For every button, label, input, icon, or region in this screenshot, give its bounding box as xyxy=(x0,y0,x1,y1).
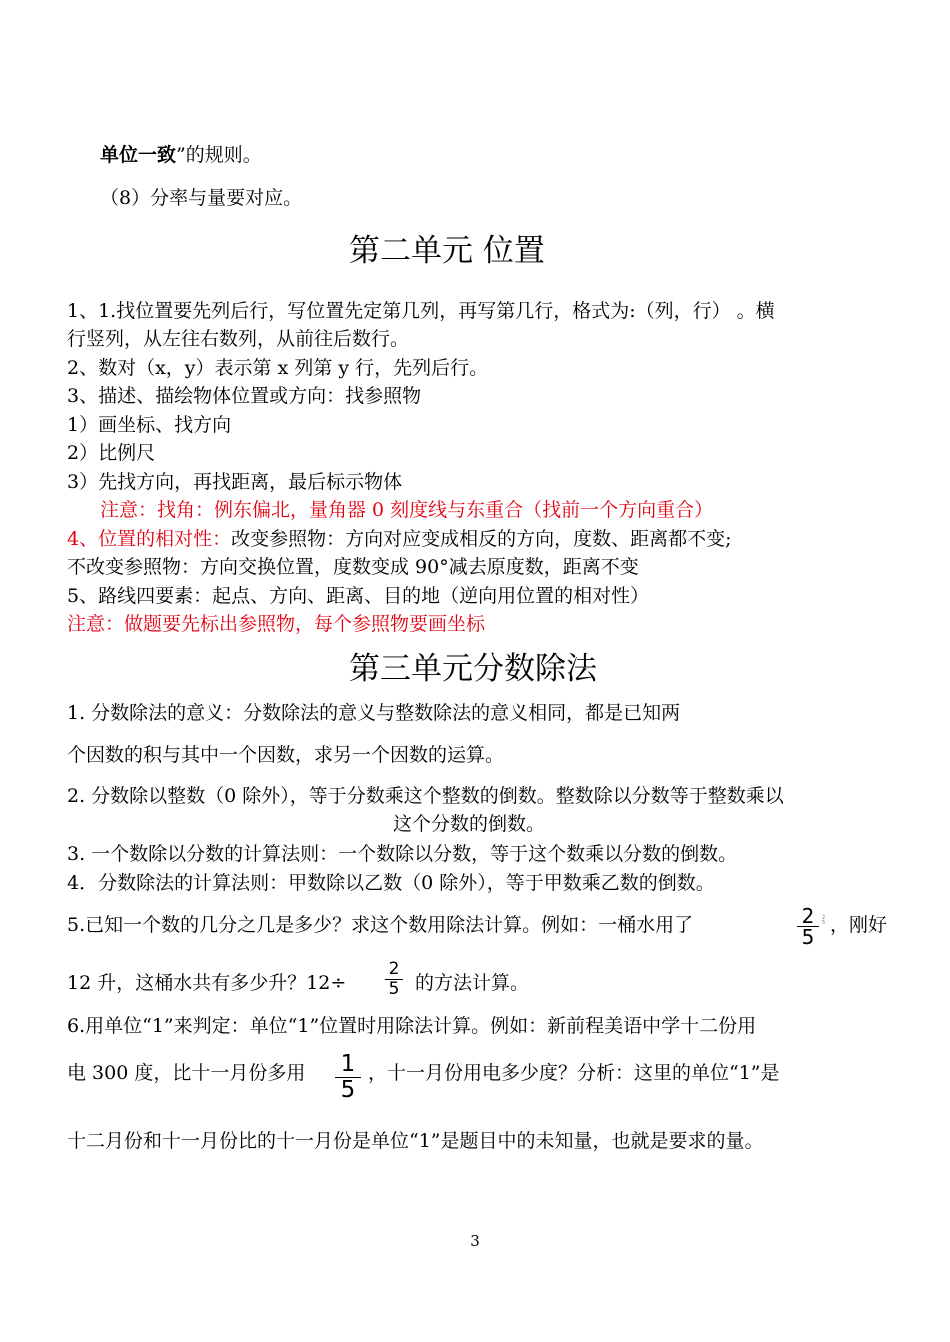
unit2-line-5: 1）画坐标、找方向 xyxy=(67,414,232,436)
unit3-p3: 3. 一个数除以分数的计算法则：一个数除以分数，等于这个数乘以分数的倒数。 xyxy=(67,843,738,865)
fraction-numerator: 2 xyxy=(801,904,815,928)
unit2-line-2: 行竖列，从左往右数列，从前往后数行。 xyxy=(67,328,410,350)
unit3-p5-line1-end: ，刚好 xyxy=(830,914,888,936)
unit3-p5-line2-pre: 12 升，这桶水共有多少升？12÷ xyxy=(67,972,347,994)
unit3-p5-line2-post: 的方法计算。 xyxy=(415,972,530,994)
unit3-p6-line3: 十二月份和十一月份比的十一月份是单位“1”是题目中的未知量，也就是要求的量。 xyxy=(67,1130,764,1152)
bold-text: 单位一致 xyxy=(100,144,177,166)
unit3-p2-line1: 2. 分数除以整数（0 除外），等于分数乘这个整数的倒数。整数除以分数等于整数乘以 xyxy=(67,785,784,807)
unit2-item-4 xyxy=(67,527,732,551)
unit2-note-reference: 注意：做题要先标出参照物，每个参照物要画坐标 xyxy=(67,613,486,635)
unit3-p1-line1: 1. 分数除法的意义：分数除法的意义与整数除法的意义相同，都是已知两 xyxy=(67,702,681,724)
fraction-numerator: 2 xyxy=(388,959,400,979)
unit3-p6-line2-post: ，十一月份用电多少度？分析：这里的单位“1”是 xyxy=(368,1062,780,1084)
fraction-numerator: 1 xyxy=(340,1051,356,1077)
fraction-two-fifths xyxy=(797,906,819,947)
unit2-line-7: 3）先找方向，再找距离，最后标示物体 xyxy=(67,471,403,493)
unit2-line-6: 2）比例尺 xyxy=(67,442,156,464)
unit3-p5-line1: 5.已知一个数的几分之几是多少？求这个数用除法计算。例如：一桶水用了 xyxy=(67,914,694,936)
small-fraction-mark: 2 5 xyxy=(822,915,826,926)
relativity-label: 4、位置的相对性： xyxy=(67,528,232,550)
unit2-line-4: 3、描述、描绘物体位置或方向：找参照物 xyxy=(67,385,422,407)
unit3-p1-line2: 个因数的积与其中一个因数，求另一个因数的运算。 xyxy=(67,744,505,766)
item-8: （8）分率与量要对应。 xyxy=(100,187,303,209)
fraction-two-fifths-division xyxy=(385,960,403,999)
page-number: 3 xyxy=(470,1232,480,1250)
unit2-heading: 第二单元 位置 xyxy=(349,233,545,269)
rule-text: ”的规则。 xyxy=(176,144,262,166)
unit3-p4: 4．分数除法的计算法则：甲数除以乙数（0 除外），等于甲数乘乙数的倒数。 xyxy=(67,872,715,894)
unit3-heading: 第三单元分数除法 xyxy=(349,651,597,687)
fraction-denominator: 5 xyxy=(388,979,400,999)
fraction-one-fifth xyxy=(335,1052,361,1103)
unit2-item-4-line2: 不改变参照物：方向交换位置，度数变成 90°减去原度数，距离不变 xyxy=(67,556,639,578)
unit2-item-5: 5、路线四要素：起点、方向、距离、目的地（逆向用位置的相对性） xyxy=(67,585,650,607)
unit3-p2-line2: 这个分数的倒数。 xyxy=(393,813,546,835)
fraction-denominator: 5 xyxy=(340,1077,356,1103)
top-line xyxy=(100,143,262,167)
unit3-p6-line1: 6.用单位“1”来判定：单位“1”位置时用除法计算。例如：新前程美语中学十二份用 xyxy=(67,1015,757,1037)
unit2-line-3: 2、数对（x，y）表示第 x 列第 y 行，先列后行。 xyxy=(67,357,489,379)
unit2-line-1: 1、1.找位置要先列后行，写位置先定第几列，再写第几行，格式为:（列，行） 。横 xyxy=(67,300,775,322)
fraction-denominator: 5 xyxy=(801,925,815,949)
unit2-note-angle: 注意：找角：例东偏北，量角器 0 刻度线与东重合（找前一个方向重合） xyxy=(100,499,714,521)
unit3-p6-line2-pre: 电 300 度，比十一月份多用 xyxy=(67,1062,306,1084)
relativity-text: 改变参照物：方向对应变成相反的方向，度数、距离都不变; xyxy=(231,528,732,550)
